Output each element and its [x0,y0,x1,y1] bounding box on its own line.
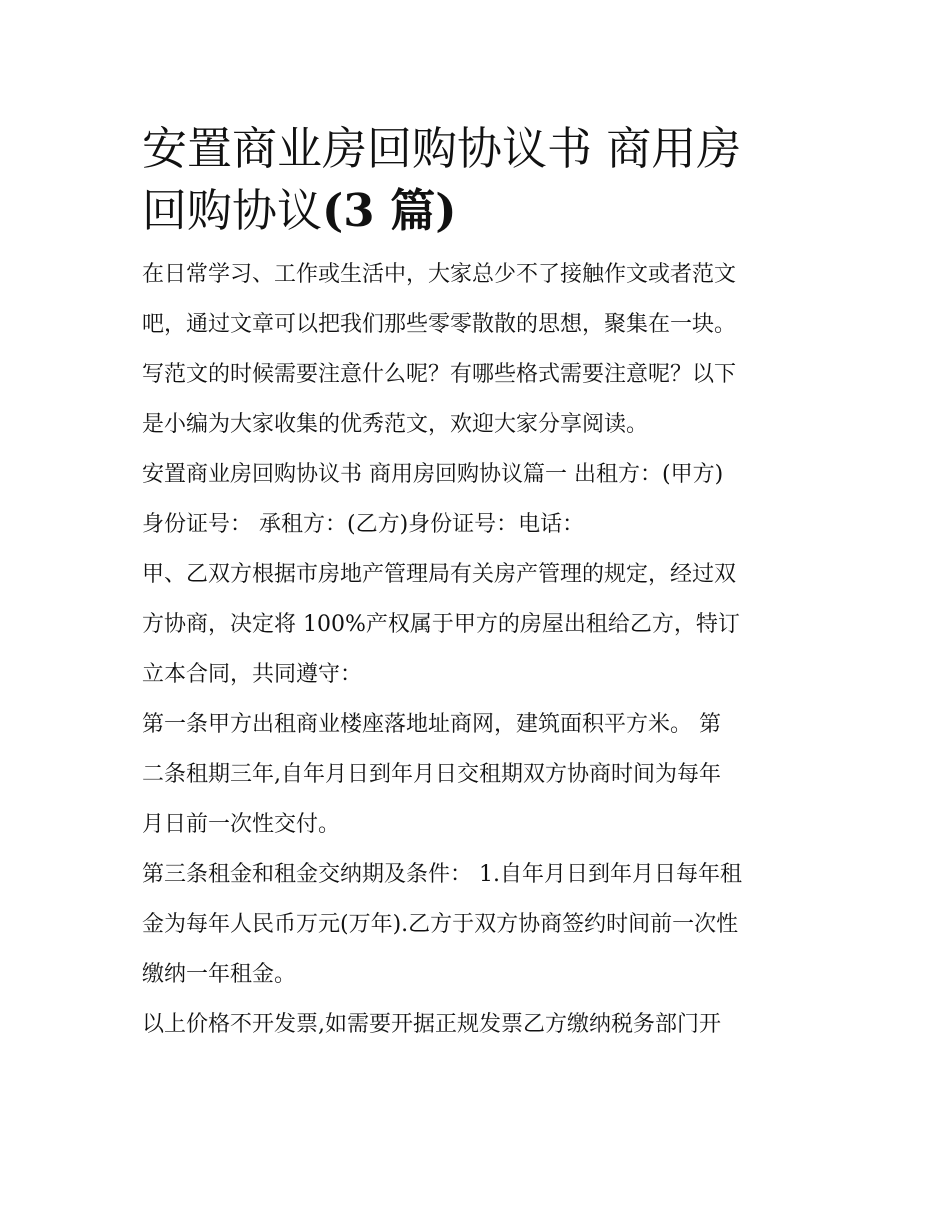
paragraph-line: 在日常学习、工作或生活中，大家总少不了接触作文或者范文 [142,262,737,287]
title-line-2-suffix: (3 篇) [322,184,457,237]
document-title [142,118,812,242]
paragraph-line: 立本合同，共同遵守： [142,662,363,687]
paragraph-line: 安置商业房回购协议书 商用房回购协议篇一 出租方：(甲方) [142,462,724,487]
title-line-2 [142,180,812,242]
paragraph-agreement [142,550,812,700]
title-line-1: 安置商业房回购协议书 商用房 [142,122,742,175]
paragraph-line: 第三条租金和租金交纳期及条件： 1.自年月日到年月日每年租 [142,862,742,887]
paragraph-line: 甲、乙双方根据市房地产管理局有关房产管理的规定，经过双 [142,562,737,587]
document-content [142,118,812,1050]
paragraph-line: 写范文的时候需要注意什么呢？有哪些格式需要注意呢？以下 [142,362,737,387]
paragraph-invoice [142,1000,812,1050]
paragraph-line: 二条租期三年,自年月日到年月日交租期双方协商时间为每年 [142,762,721,787]
paragraph-line: 身份证号： 承租方：(乙方)身份证号：电话： [142,512,585,537]
paragraph-parties [142,450,812,550]
title-line-2-prefix: 回购协议 [142,184,323,237]
paragraph-line: 月日前一次性交付。 [142,812,341,837]
paragraph-line: 方协商，决定将 100%产权属于甲方的房屋出租给乙方，特订 [142,612,740,637]
paragraph-article-1-2 [142,700,812,850]
paragraph-line: 第一条甲方出租商业楼座落地址商网，建筑面积平方米。 第 [142,712,721,737]
paragraph-line: 缴纳一年租金。 [142,962,297,987]
paragraph-line: 以上价格不开发票,如需要开据正规发票乙方缴纳税务部门开 [142,1012,721,1037]
paragraph-line: 是小编为大家收集的优秀范文，欢迎大家分享阅读。 [142,412,649,437]
paragraph-article-3 [142,850,812,1000]
paragraph-line: 金为每年人民币万元(万年).乙方于双方协商签约时间前一次性 [142,912,739,937]
paragraph-line: 吧，通过文章可以把我们那些零零散散的思想，聚集在一块。 [142,312,737,337]
paragraph-intro [142,250,812,450]
